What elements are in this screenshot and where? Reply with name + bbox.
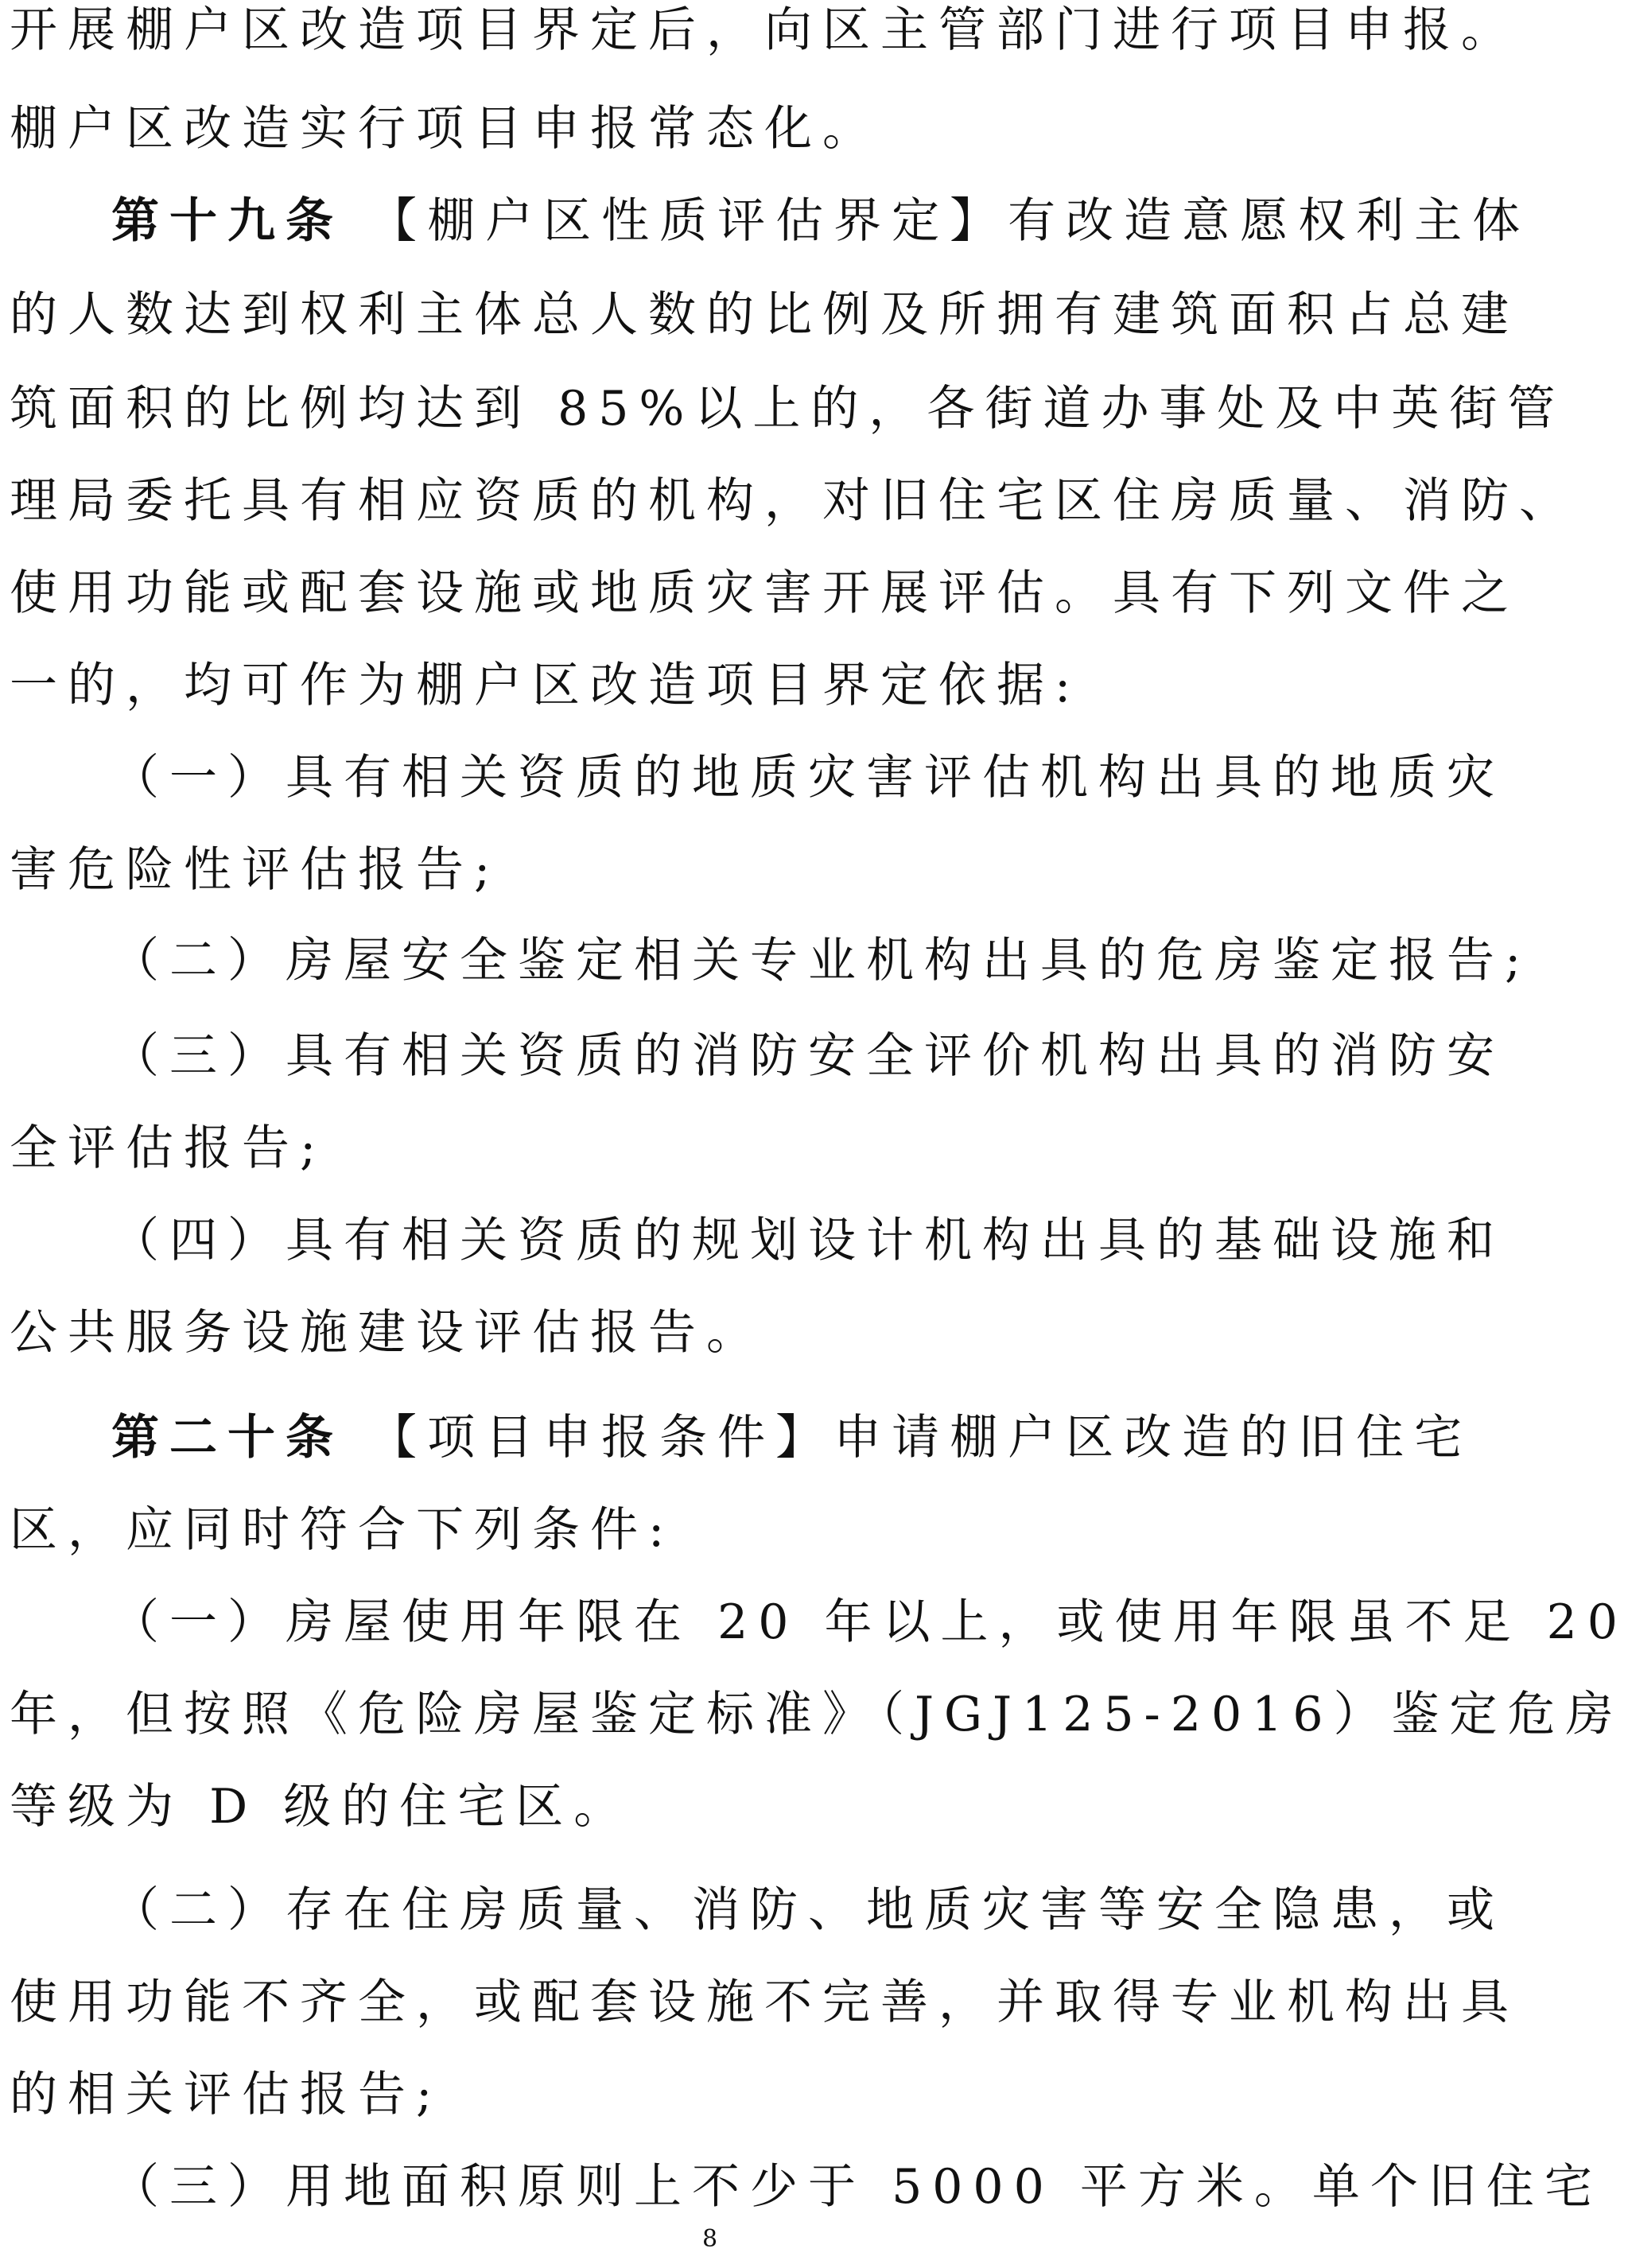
list-item-1: （一）具有相关资质的地质灾害评估机构出具的地质灾 xyxy=(111,750,1505,806)
paragraph-line: 的相关评估报告; xyxy=(10,2067,443,2122)
paragraph-line: 棚户区改造实行项目申报常态化。 xyxy=(10,101,880,157)
article-19-title: 【棚户区性质评估界定】 xyxy=(369,193,1008,249)
article-19-heading xyxy=(111,189,1531,253)
list-item-3: （三）具有相关资质的消防安全评价机构出具的消防安 xyxy=(111,1028,1505,1084)
article-20-title: 【项目申报条件】 xyxy=(369,1410,834,1466)
condition-item-1: （一）房屋使用年限在 20 年以上，或使用年限虽不足 20 xyxy=(111,1594,1628,1650)
article-19-text: 有改造意愿权利主体 xyxy=(1008,193,1531,249)
condition-item-3: （三）用地面积原则上不少于 5000 平方米。单个旧住宅 xyxy=(111,2159,1603,2215)
paragraph-line: 筑面积的比例均达到 85%以上的，各街道办事处及中英街管 xyxy=(10,381,1566,437)
paragraph-line: 理局委托具有相应资质的机构，对旧住宅区住房质量、消防、 xyxy=(10,473,1577,529)
paragraph-line: 等级为 D 级的住宅区。 xyxy=(10,1779,632,1835)
paragraph-line: 开展棚户区改造项目界定后，向区主管部门进行项目申报。 xyxy=(10,2,1519,58)
condition-item-2: （二）存在住房质量、消防、地质灾害等安全隐患，或 xyxy=(111,1882,1505,1938)
paragraph-line: 的人数达到权利主体总人数的比例及所拥有建筑面积占总建 xyxy=(10,287,1519,343)
article-19-number: 第十九条 xyxy=(111,193,344,249)
article-20-heading xyxy=(111,1406,1511,1470)
paragraph-line: 害危险性评估报告; xyxy=(10,842,501,898)
list-item-4: （四）具有相关资质的规划设计机构出具的基础设施和 xyxy=(111,1213,1505,1268)
article-20-number: 第二十条 xyxy=(111,1410,344,1466)
list-item-2: （二）房屋安全鉴定相关专业机构出具的危房鉴定报告; xyxy=(111,933,1532,988)
paragraph-line: 年，但按照《危险房屋鉴定标准》（JGJ125-2016）鉴定危房 xyxy=(10,1687,1624,1742)
paragraph-line: 公共服务设施建设评估报告。 xyxy=(10,1305,764,1361)
paragraph-line: 使用功能不齐全，或配套设施不完善，并取得专业机构出具 xyxy=(10,1975,1519,2030)
paragraph-line: 全评估报告; xyxy=(10,1120,327,1176)
paragraph-line: 使用功能或配套设施或地质灾害开展评估。具有下列文件之 xyxy=(10,565,1519,621)
page-number: 8 xyxy=(701,2225,718,2253)
article-20-text: 申请棚户区改造的旧住宅 xyxy=(833,1410,1473,1466)
paragraph-line: 一的，均可作为棚户区改造项目界定依据: xyxy=(10,658,1082,713)
paragraph-line: 区，应同时符合下列条件: xyxy=(10,1502,675,1558)
